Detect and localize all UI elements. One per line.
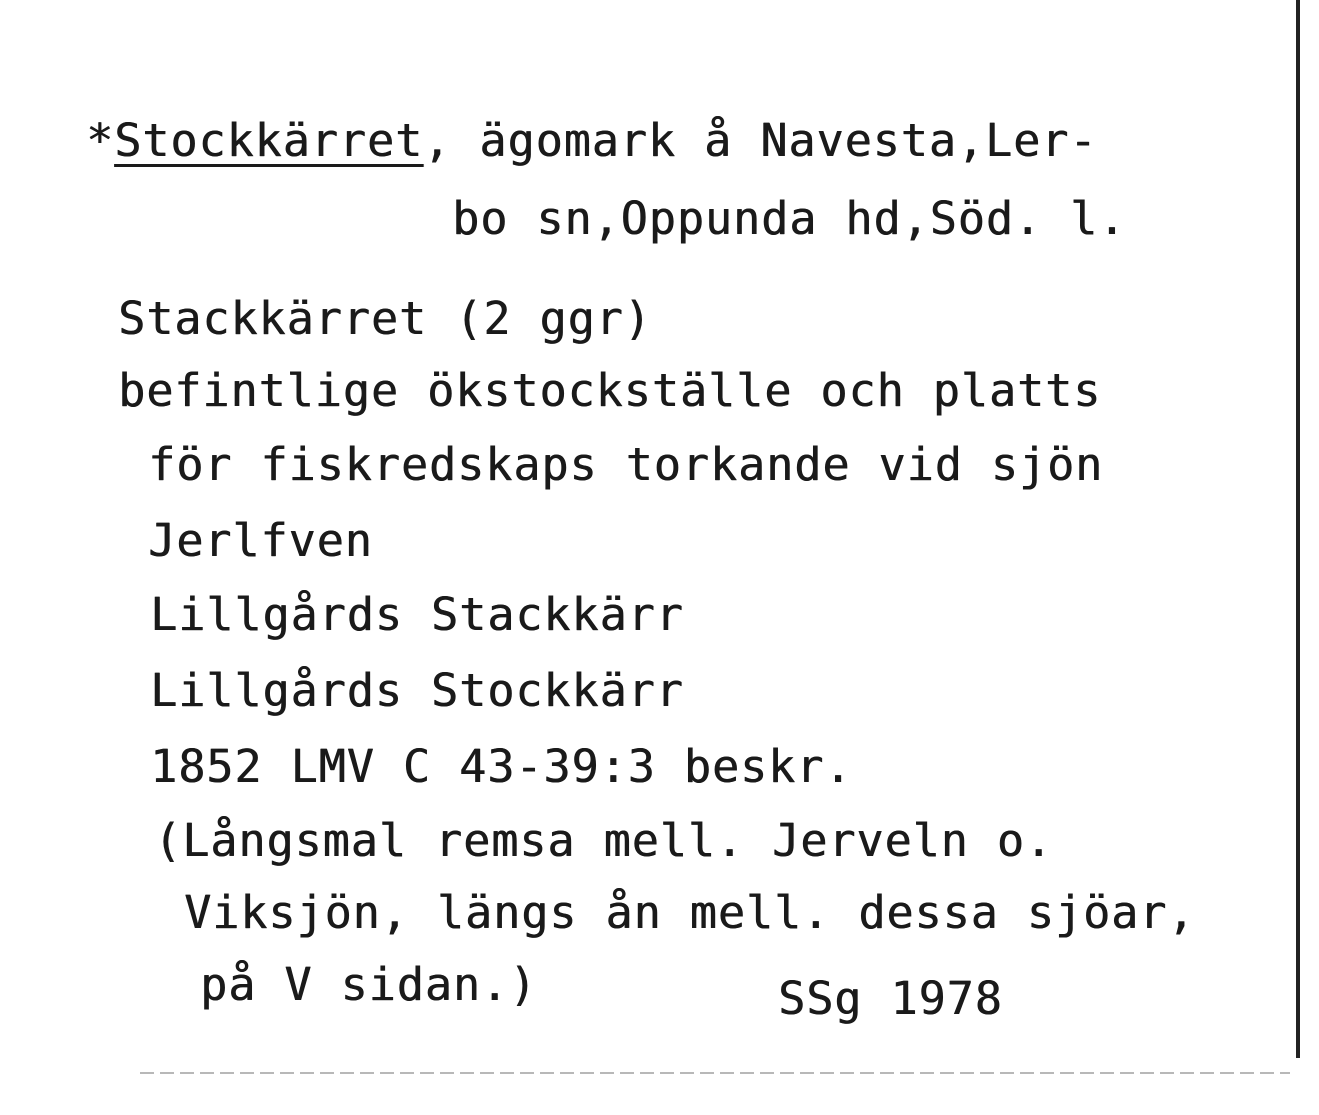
asterisk-marker: * (86, 114, 115, 167)
body-line-description-1: (Långsmal remsa mell. Jerveln o. (154, 814, 1053, 867)
card-right-edge (1296, 0, 1300, 1058)
body-line-stackkarret: Stackkärret (2 ggr) (118, 292, 652, 345)
body-line-fiskredskaps: för fiskredskaps torkande vid sjön (148, 438, 1104, 491)
heading-line-2: bo sn,Oppunda hd,Söd. l. (452, 192, 1127, 245)
body-line-lillgards-stackkarr: Lillgårds Stackkärr (150, 588, 684, 641)
body-line-description-3: på V sidan.) (200, 958, 538, 1011)
card-bottom-edge (140, 1072, 1290, 1074)
body-line-description-2: Viksjön, längs ån mell. dessa sjöar, (184, 886, 1196, 939)
body-line-befintlige: befintlige ökstockställe och platts (118, 364, 1102, 417)
signature-stamp: SSg 1978 (778, 972, 1003, 1025)
body-line-source-reference: 1852 LMV C 43-39:3 beskr. (150, 740, 853, 793)
headword: Stockkärret (114, 114, 424, 167)
body-line-lillgards-stockkarr: Lillgårds Stockkärr (150, 664, 684, 717)
heading-line-1 (86, 114, 1098, 167)
heading-rest: , ägomark å Navesta,Ler- (423, 114, 1098, 167)
body-line-jerlfven: Jerlfven (148, 514, 373, 567)
